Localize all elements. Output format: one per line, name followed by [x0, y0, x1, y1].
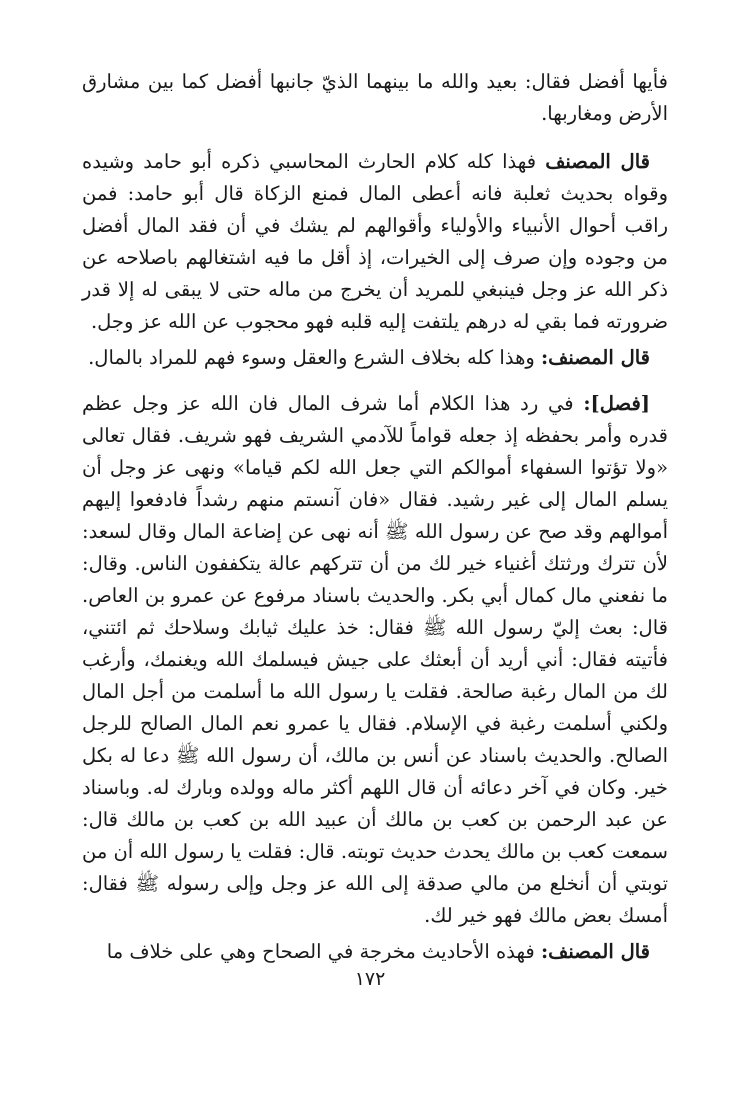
chapter-label: [فصل]:: [583, 392, 650, 415]
paragraph-3-text: وهذا كله بخلاف الشرع والعقل وسوء فهم للمراد بالمال.: [88, 346, 541, 369]
paragraph-2-text: فهذا كله كلام الحارث المحاسبي ذكره أبو حامد وشيده وقواه بحديث ثعلبة فانه أعطى المال فمنع الزكاة قال أبو حامد: فمن راقب أحوال الأنبياء والأولياء وأقوالهم لم يشك في أن فقد المال أفضل من وجوده وإن صرف إلى الخيرات، إذ أقل ما فيه اشتغالهم باصلاحه عن ذكر الله عز وجل فينبغي للمريد أن يخرج من ماله حتى لا يبقى له إلا قدر ضرورته فما بقي له درهم يلتفت إليه قلبه فهو محجوب عن الله عز وجل.: [82, 150, 668, 333]
paragraph-4-text: في رد هذا الكلام أما شرف المال فان الله عز وجل عظم قدره وأمر بحفظه إذ جعله قواماً للآدمي الشريف فهو شريف. فقال تعالى «ولا تؤتوا السفهاء أموالكم التي جعل الله لكم قياما» ونهى عز وجل أن يسلم المال إلى غير رشيد. فقال «فان آنستم منهم رشداً فادفعوا إليهم أموالهم وقد صح عن رسول الله ﷺ أنه نهى عن إضاعة المال وقال لسعد: لأن تترك ورثتك أغنياء خير لك من أن تتركهم عالة يتكففون الناس. وقال: ما نفعني مال كمال أبي بكر. والحديث باسناد مرفوع عن عمرو بن العاص. قال: بعث إليّ رسول الله ﷺ فقال: خذ عليك ثيابك وسلاحك ثم ائتني، فأتيته فقال: أني أريد أن أبعثك على جيش فيسلمك الله ويغنمك، وأرغب لك من المال رغبة صالحة. فقلت يا رسول الله ما أسلمت من أجل المال ولكني أسلمت رغبة في الإسلام. فقال يا عمرو نعم المال الصالح للرجل الصالح. والحديث باسناد عن أنس بن مالك، أن رسول الله ﷺ دعا له بكل خير. وكان في آخر دعائه أن قال اللهم أكثر ماله وولده وبارك له. وباسناد عن عبد الرحمن بن كعب بن مالك أن عبيد الله بن كعب بن مالك قال: سمعت كعب بن مالك يحدث حديث توبته. قال: فقلت يا رسول الله أن من توبتي أن أنخلع من مالي صدقة إلى الله عز وجل وإلى رسوله ﷺ فقال: أمسك بعض مالك فهو خير لك.: [81, 392, 668, 927]
section-label: قال المصنف:: [540, 346, 650, 369]
paragraph-5: [82, 936, 668, 968]
paragraph-1-text: فأيها أفضل فقال: بعيد والله ما بينهما الذيّ جانبها أفضل كما بين مشارق الأرض ومغاربها.: [82, 70, 668, 125]
paragraph-1: [82, 66, 668, 130]
page-number: ١٧٢: [354, 968, 386, 990]
paragraph-4: [82, 388, 668, 932]
section-label: قال المصنف:: [540, 940, 650, 963]
paragraph-3: [82, 342, 668, 374]
section-label: قال المصنف: [545, 150, 650, 173]
paragraph-5-text: فهذه الأحاديث مخرجة في الصحاح وهي على خلاف ما: [106, 940, 541, 963]
page-body: [82, 66, 668, 968]
paragraph-2: [82, 146, 668, 338]
